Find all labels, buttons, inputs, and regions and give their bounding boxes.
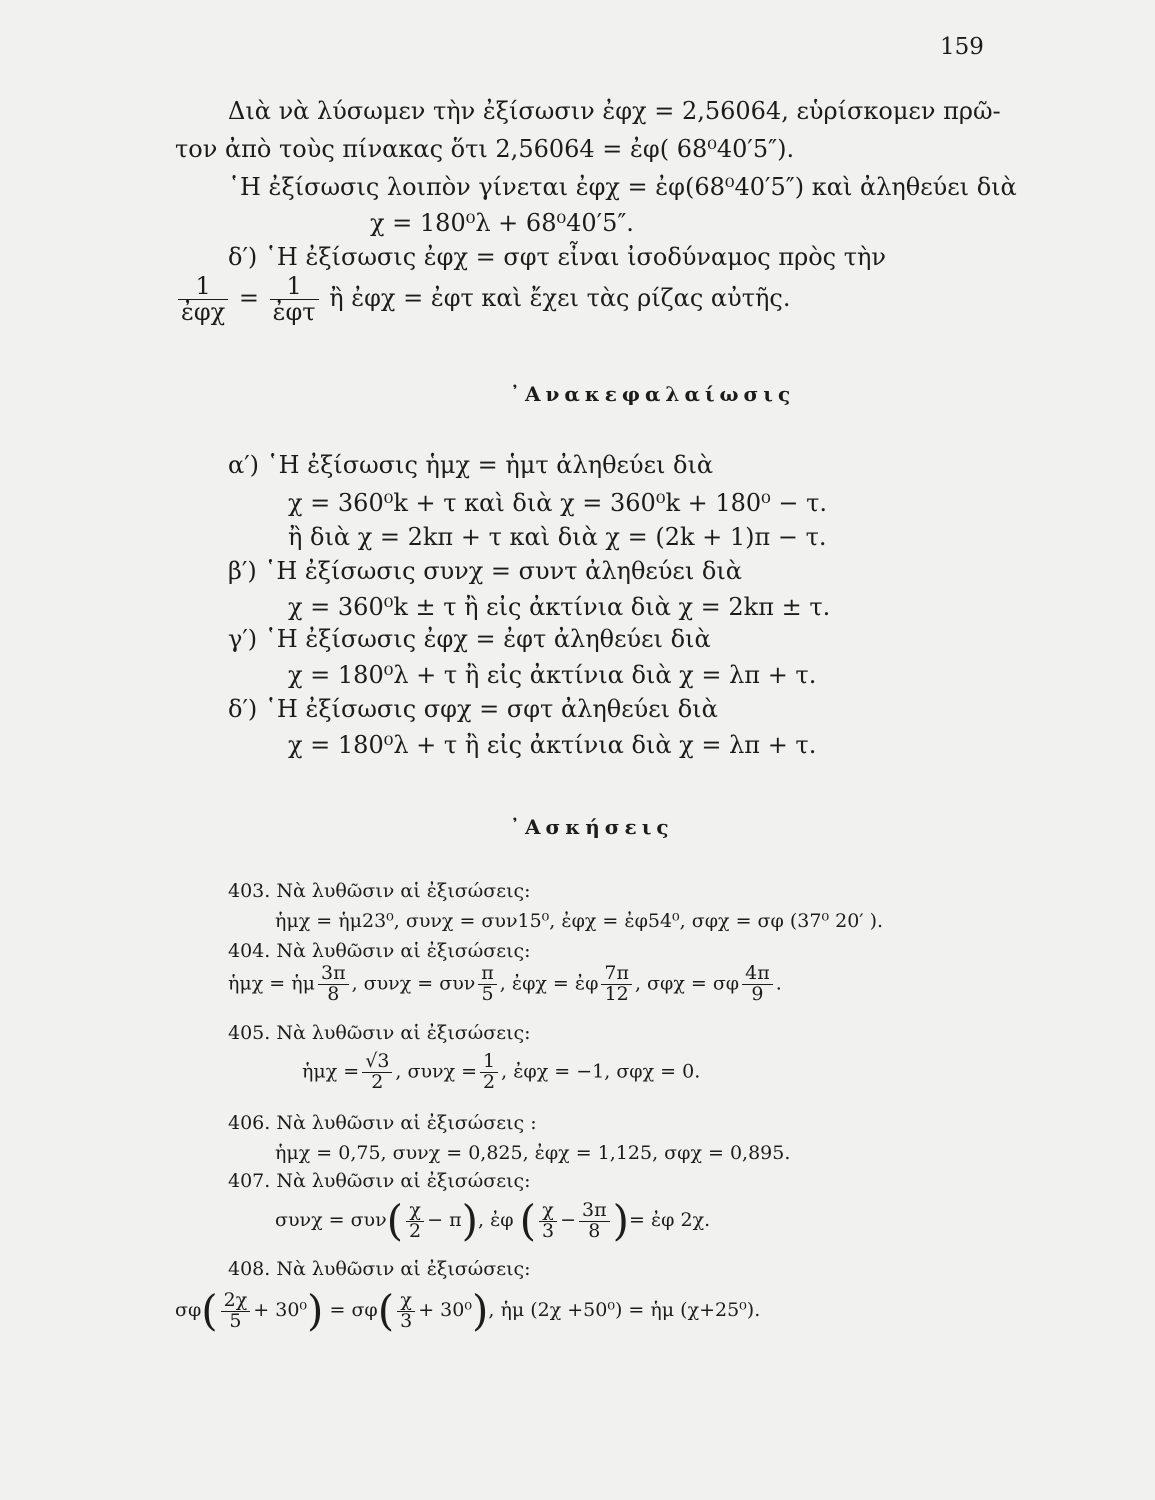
fraction: $\frac{\chi}{3}$	[397, 1291, 415, 1332]
fraction: $\frac{4\pi}{9}$	[742, 964, 773, 1005]
exercise-404-equations: ἡμχ = ἡμ $\frac{3\pi}{8}$ , συνχ = συν $\frac{\pi}{5}$ , ἐφχ = ἐφ $\frac{7\pi}{12}$ , σφχ = σφ $\frac{4\pi}{9}$ .	[228, 962, 782, 1005]
summary-b-line-2: χ = 360⁰k ± τ ἢ εἰς ἀκτίνια διὰ χ = 2kπ ± τ.	[288, 593, 831, 621]
fraction: $\frac{1}{\text{ἐφτ}}$	[270, 274, 319, 325]
page-number: 159	[940, 34, 984, 60]
summary-a-line-2: χ = 360⁰k + τ καὶ διὰ χ = 360⁰k + 180⁰ − τ.	[288, 489, 828, 517]
intro-line-3: ῾Η ἐξίσωσις λοιπὸν γίνεται ἐφχ = ἐφ(68⁰40′5″) καὶ ἀληθεύει διὰ	[228, 173, 1017, 201]
fraction: $\frac{3\pi}{8}$	[579, 1201, 610, 1242]
fraction: $\frac{√3}{2}$	[362, 1052, 392, 1093]
intro-line-4: χ = 180⁰λ + 68⁰40′5″.	[370, 209, 634, 237]
summary-c-line-2: χ = 180⁰λ + τ ἢ εἰς ἀκτίνια διὰ χ = λπ + τ.	[288, 661, 817, 689]
fraction: $\frac{2\chi}{5}$	[221, 1291, 251, 1332]
fraction: $\frac{3\pi}{8}$	[318, 964, 349, 1005]
exercise-407-equations: συνχ = συν( $\frac{\chi}{2}$ − π), ἐφ ( $\frac{\chi}{3}$ − $\frac{3\pi}{8}$ )= ἐφ 2χ.	[275, 1196, 711, 1245]
fraction: $\frac{\pi}{5}$	[478, 964, 497, 1005]
fraction: $\frac{\chi}{2}$	[406, 1201, 424, 1242]
fraction: $\frac{1}{2}$	[480, 1052, 498, 1093]
summary-a-line-3: ἢ διὰ χ = 2kπ + τ καὶ διὰ χ = (2k + 1)π − τ.	[288, 523, 827, 551]
summary-c-line-1: γ′) ῾Η ἐξίσωσις ἐφχ = ἐφτ ἀληθεύει διὰ	[228, 625, 711, 653]
fraction: $\frac{1}{\text{ἐφχ}}$	[178, 274, 228, 325]
intro-line-6-tail: ἢ ἐφχ = ἐφτ καὶ ἔχει τὰς ρίζας αὐτῆς.	[329, 284, 791, 313]
summary-a-line-1: α′) ῾Η ἐξίσωσις ἡμχ = ἡμτ ἀληθεύει διὰ	[228, 451, 714, 479]
fraction: $\frac{7\pi}{12}$	[601, 964, 632, 1005]
summary-b-line-1: β′) ῾Η ἐξίσωσις συνχ = συντ ἀληθεύει διὰ	[228, 557, 742, 585]
exercise-408-equations: σφ( $\frac{2\chi}{5}$ + 30⁰) = σφ( $\frac{\chi}{3}$ + 30⁰), ἡμ (2χ +50⁰) = ἡμ (χ+25⁰).	[175, 1286, 761, 1335]
exercise-403-equations: ἡμχ = ἡμ23⁰, συνχ = συν15⁰, ἐφχ = ἐφ54⁰, σφχ = σφ (37⁰ 20′ ).	[275, 910, 884, 932]
summary-d-line-1: δ′) ῾Η ἐξίσωσις σφχ = σφτ ἀληθεύει διὰ	[228, 695, 718, 723]
exercises-heading: ᾿Ασκήσεις	[510, 815, 674, 839]
exercise-403-label: 403. Νὰ λυθῶσιν αἱ ἐξισώσεις:	[228, 880, 531, 902]
intro-line-2: τον ἀπὸ τοὺς πίνακας ὅτι 2,56064 = ἐφ( 68⁰40′5″).	[175, 135, 795, 163]
intro-line-5: δ′) ῾Η ἐξίσωσις ἐφχ = σφτ εἶναι ἰσοδύναμος πρὸς τὴν	[228, 243, 886, 271]
intro-line-1: Διὰ νὰ λύσωμεν τὴν ἐξίσωσιν ἐφχ = 2,56064, εὑρίσκομεν πρῶ-	[228, 97, 1001, 125]
intro-line-6: $\frac{1}{\text{ἐφχ}}$ = $\frac{1}{\text{ἐφτ}}$ ἢ ἐφχ = ἐφτ καὶ ἔχει τὰς ρίζας αὐτῆς.	[175, 274, 790, 325]
summary-d-line-2: χ = 180⁰λ + τ ἢ εἰς ἀκτίνια διὰ χ = λπ + τ.	[288, 731, 817, 759]
exercise-405-label: 405. Νὰ λυθῶσιν αἱ ἐξισώσεις:	[228, 1022, 531, 1044]
exercise-404-label: 404. Νὰ λυθῶσιν αἱ ἐξισώσεις:	[228, 940, 531, 962]
fraction: $\frac{\chi}{3}$	[539, 1201, 557, 1242]
summary-heading: ᾿Ανακεφαλαίωσις	[510, 382, 796, 406]
exercise-408-label: 408. Νὰ λυθῶσιν αἱ ἐξισώσεις:	[228, 1258, 531, 1280]
exercise-407-label: 407. Νὰ λυθῶσιν αἱ ἐξισώσεις:	[228, 1170, 531, 1192]
exercise-405-equations: ἡμχ = $\frac{√3}{2}$ , συνχ = $\frac{1}{2}$ , ἐφχ = −1, σφχ = 0.	[302, 1050, 701, 1093]
exercise-406-equations: ἡμχ = 0,75, συνχ = 0,825, ἐφχ = 1,125, σφχ = 0,895.	[275, 1142, 791, 1164]
exercise-406-label: 406. Νὰ λυθῶσιν αἱ ἐξισώσεις :	[228, 1112, 537, 1134]
